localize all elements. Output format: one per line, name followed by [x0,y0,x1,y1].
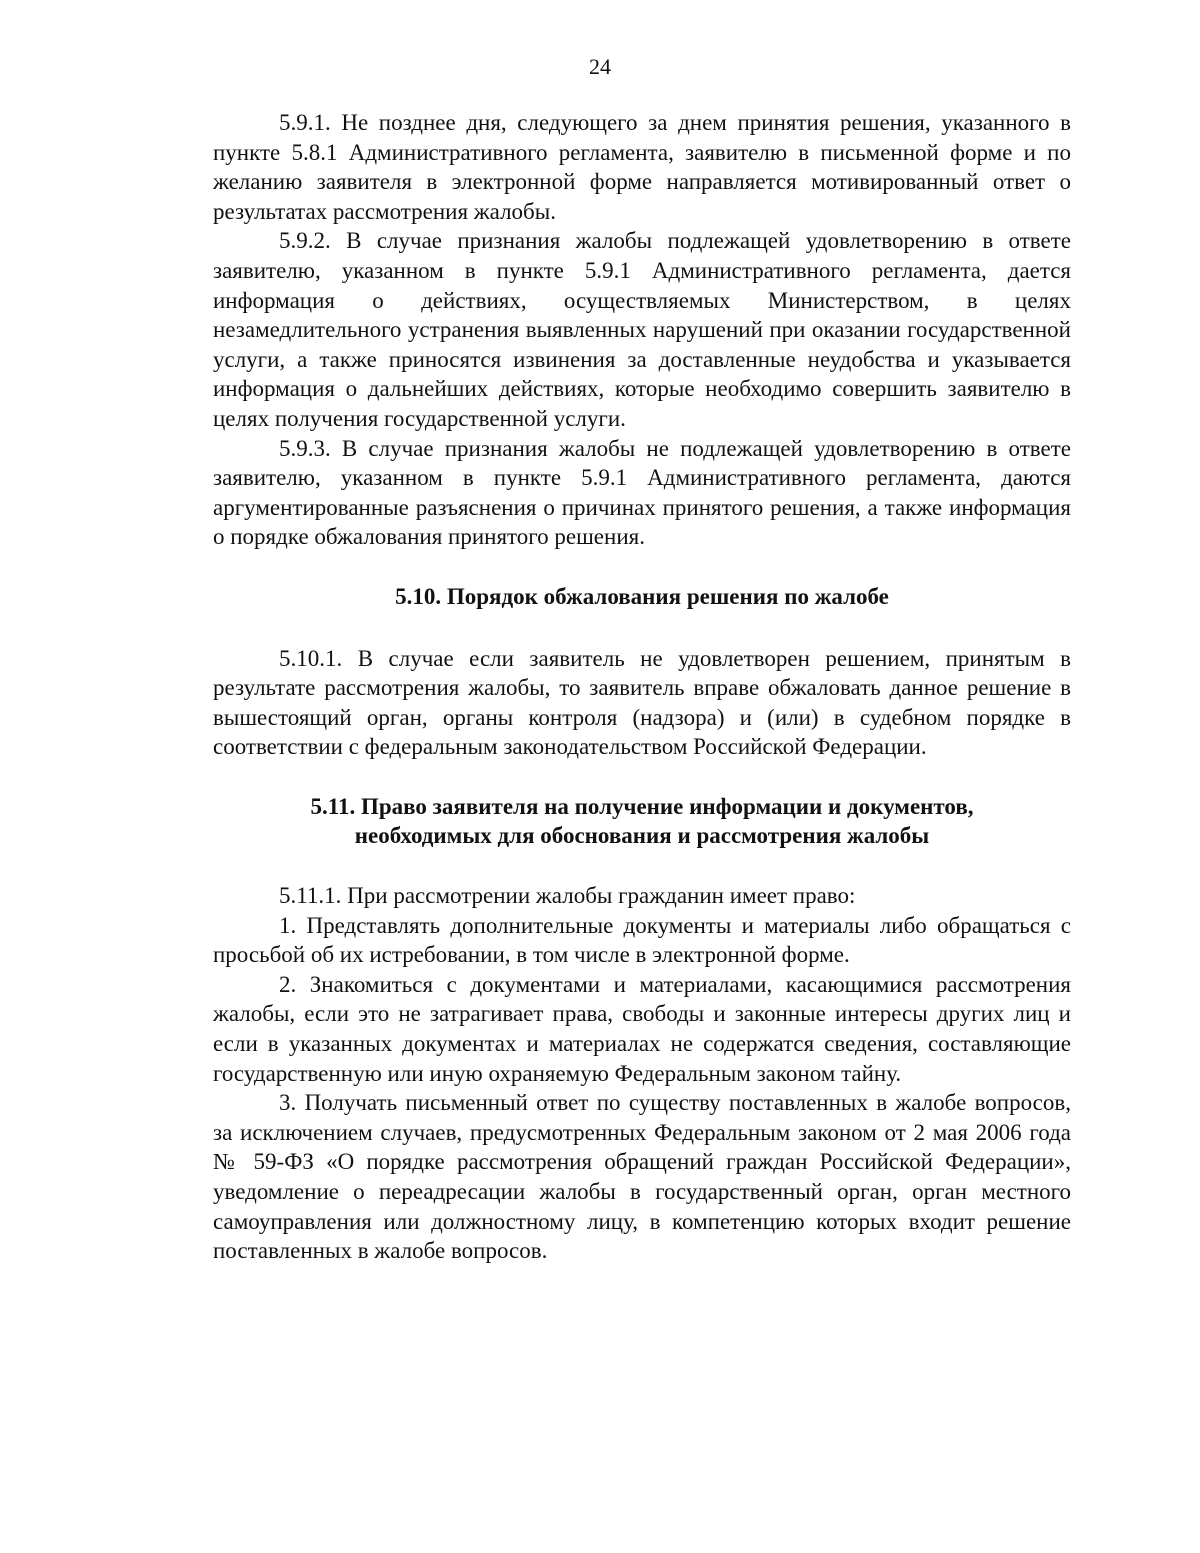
list-item-3: 3. Получать письменный ответ по существу поставленных в жалобе вопросов, за исключением случаев, предусмотренных Федеральным законом от 2 мая 2006 года № 59-ФЗ «О порядке рассмотрения обращений граждан Российской Федерации», уведомление о переадресации жалобы в государственный орган, орган местного самоуправления или должностному лицу, в компетенцию которых входит решение поставленных в жалобе вопросов. [213,1090,1071,1264]
paragraph-5-10-1: 5.10.1. В случае если заявитель не удовлетворен решением, принятым в результате рассмотрения жалобы, то заявитель вправе обжаловать данное решение в вышестоящий орган, органы контроля (надзора) и (или) в судебном порядке в соответствии с федеральным законодательством Российской Федерации. [213,645,1071,760]
list-item-2: 2. Знакомиться с документами и материалами, касающимися рассмотрения жалобы, если это не затрагивает права, свободы и законные интересы других лиц и если в указанных документах и материалах не содержатся сведения, составляющие государственную или иную охраняемую Федеральным законом тайну. [213,971,1071,1086]
paragraph-5-9-1: 5.9.1. Не позднее дня, следующего за днем принятия решения, указанного в пункте 5.8.1 Административного регламента, заявителю в письменной форме и по желанию заявителя в электронной форме направляется мотивированный ответ о результатах рассмотрения жалобы. [213,110,1071,224]
section-heading-5-11-line2: необходимых для обоснования и рассмотрения жалобы [354,823,930,849]
document-body [213,108,1071,1266]
list-item-1: 1. Представлять дополнительные документы и материалы либо обращаться с просьбой об их истребовании, в том числе в электронной форме. [213,912,1071,968]
paragraph-5-11-1: 5.11.1. При рассмотрении жалобы гражданин имеет право: [279,883,856,909]
section-heading-5-11-line1: 5.11. Право заявителя на получение информации и документов, [310,793,974,819]
section-heading-5-10: 5.10. Порядок обжалования решения по жалобе [395,583,889,609]
page-number: 24 [589,54,611,79]
paragraph-5-9-3: 5.9.3. В случае признания жалобы не подлежащей удовлетворению в ответе заявителю, указанном в пункте 5.9.1 Административного регламента, даются аргументированные разъяснения о причинах принятого решения, а также информация о порядке обжалования принятого решения. [213,435,1071,550]
paragraph-5-9-2: 5.9.2. В случае признания жалобы подлежащей удовлетворению в ответе заявителю, указанном в пункте 5.9.1 Административного регламента, дается информация о действиях, осуществляемых Министерством, в целях незамедлительного устранения выявленных нарушений при оказании государственной услуги, а также приносятся извинения за доставленные неудобства и указывается информация о дальнейших действиях, которые необходимо совершить заявителю в целях получения государственной услуги. [213,228,1071,431]
section-heading-5-11 [213,792,1071,851]
